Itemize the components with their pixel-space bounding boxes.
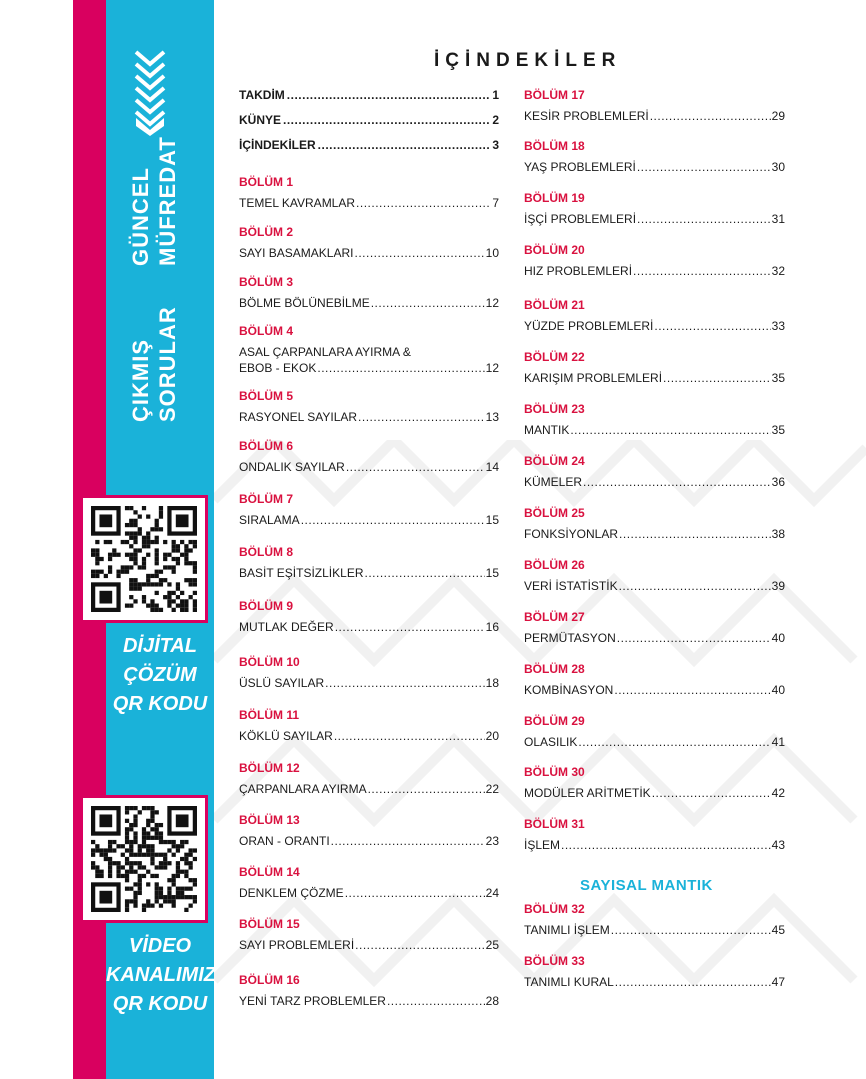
chapter-topic: HIZ PROBLEMLERİ <box>524 264 633 278</box>
qr1-caption <box>106 632 214 719</box>
chapter-number: BÖLÜM 19 <box>524 191 585 205</box>
chapter-topic: ÜSLÜ SAYILAR <box>239 676 325 690</box>
leader-dots <box>637 160 771 174</box>
toc-entry[interactable] <box>239 113 499 127</box>
toc-page: 1 <box>492 88 499 102</box>
chapter-number: BÖLÜM 28 <box>524 662 585 676</box>
chapter-row <box>239 938 499 952</box>
leader-dots <box>368 782 485 796</box>
chapter-topic: YENİ TARZ PROBLEMLER <box>239 994 386 1008</box>
chapter-page: 22 <box>485 782 499 796</box>
chapter-topic: KESİR PROBLEMLERİ <box>524 109 649 123</box>
chapter-number: BÖLÜM 20 <box>524 243 585 257</box>
chapter-page: 45 <box>771 923 785 937</box>
qr2-caption-line: QR KODU <box>112 993 208 1015</box>
chapter-row <box>239 729 499 743</box>
chapter-page: 35 <box>771 371 785 385</box>
toc-chapter-entry[interactable] <box>524 402 785 437</box>
chapter-page: 39 <box>771 579 785 593</box>
chapter-row <box>524 319 785 333</box>
chapter-row <box>239 460 499 474</box>
qr2-caption <box>106 932 214 1019</box>
chapter-topic: RASYONEL SAYILAR <box>239 410 358 424</box>
chapter-topic: OLASILIK <box>524 735 578 749</box>
chapter-number: BÖLÜM 10 <box>239 655 300 669</box>
chapter-number: BÖLÜM 31 <box>524 817 585 831</box>
chapter-topic: TEMEL KAVRAMLAR <box>239 196 356 210</box>
chapter-topic: KARIŞIM PROBLEMLERİ <box>524 371 663 385</box>
chapter-number: BÖLÜM 7 <box>239 492 293 506</box>
chapter-page: 12 <box>485 361 499 375</box>
chapter-page: 30 <box>771 160 785 174</box>
qr2-caption-line: VİDEO <box>128 935 192 957</box>
chapter-number: BÖLÜM 2 <box>239 225 293 239</box>
toc-label: KÜNYE <box>239 113 282 127</box>
toc-chapter-entry[interactable] <box>239 865 499 900</box>
chapter-page: 18 <box>485 676 499 690</box>
section-title: SAYISAL MANTIK <box>580 877 713 894</box>
toc-chapter-entry[interactable] <box>239 708 499 743</box>
chapter-number: BÖLÜM 27 <box>524 610 585 624</box>
chapter-row <box>239 834 499 848</box>
chapter-number: BÖLÜM 12 <box>239 761 300 775</box>
leader-dots <box>335 620 485 634</box>
chapter-page: 15 <box>485 513 499 527</box>
chapter-row <box>524 579 785 593</box>
leader-dots <box>345 886 485 900</box>
qr1-caption-line: QR KODU <box>112 693 208 715</box>
toc-label: TAKDİM <box>239 88 285 102</box>
chapter-number: BÖLÜM 14 <box>239 865 300 879</box>
leader-dots <box>334 729 485 743</box>
chapter-number: BÖLÜM 18 <box>524 139 585 153</box>
chapter-page: 12 <box>485 296 499 310</box>
qr1-caption-line: ÇÖZÜM <box>123 664 197 686</box>
toc-chapter-entry[interactable] <box>524 558 785 593</box>
chapter-number: BÖLÜM 4 <box>239 324 293 338</box>
toc-page: 2 <box>492 113 499 127</box>
chapter-number: BÖLÜM 30 <box>524 765 585 779</box>
leader-dots <box>346 460 485 474</box>
leader-dots <box>611 923 771 937</box>
chapter-topic: KÖKLÜ SAYILAR <box>239 729 333 743</box>
chapter-row <box>524 527 785 541</box>
chapter-row <box>239 676 499 690</box>
toc-chapter-entry[interactable] <box>239 761 499 796</box>
chapter-page: 15 <box>485 566 499 580</box>
toc-chapter-entry[interactable] <box>524 191 785 226</box>
chapter-page: 47 <box>771 975 785 989</box>
chapter-topic: TANIMLI KURAL <box>524 975 614 989</box>
toc-chapter-entry[interactable] <box>524 139 785 174</box>
toc-chapter-entry[interactable] <box>524 298 785 333</box>
leader-dots <box>358 410 485 424</box>
sidebar-text-cikmis: ÇIKMIŞ <box>128 339 153 422</box>
chapter-page: 14 <box>485 460 499 474</box>
chapter-topic: ONDALIK SAYILAR <box>239 460 345 474</box>
chapter-row <box>239 782 499 796</box>
chapter-row <box>524 631 785 645</box>
chapter-row <box>239 620 499 634</box>
chapter-topic: DENKLEM ÇÖZME <box>239 886 344 900</box>
chapter-number: BÖLÜM 25 <box>524 506 585 520</box>
chapter-number: BÖLÜM 21 <box>524 298 585 312</box>
chapter-topic: KOMBİNASYON <box>524 683 614 697</box>
chapter-page: 40 <box>771 683 785 697</box>
toc-chapter-entry[interactable] <box>239 439 499 474</box>
chapter-number: BÖLÜM 26 <box>524 558 585 572</box>
leader-dots <box>614 683 770 697</box>
chapter-page: 41 <box>771 735 785 749</box>
chapter-page: 24 <box>485 886 499 900</box>
sidebar-text-sorular: SORULAR <box>155 306 180 422</box>
chapter-page: 23 <box>485 834 499 848</box>
chapter-topic: TANIMLI İŞLEM <box>524 923 610 937</box>
chapter-number: BÖLÜM 32 <box>524 902 585 916</box>
toc-chapter-entry[interactable] <box>524 954 785 989</box>
sidebar-text-mufredat: MÜFREDAT <box>155 136 180 266</box>
chapter-row <box>239 296 499 310</box>
chapter-row <box>524 838 785 852</box>
chapter-page: 43 <box>771 838 785 852</box>
toc-chapter-entry[interactable] <box>524 350 785 385</box>
leader-dots <box>371 296 485 310</box>
qr-code-icon <box>91 506 197 612</box>
leader-dots <box>317 361 484 375</box>
toc-chapter-entry[interactable] <box>239 175 499 210</box>
chapter-number: BÖLÜM 6 <box>239 439 293 453</box>
chapter-number: BÖLÜM 22 <box>524 350 585 364</box>
toc-chapter-entry[interactable] <box>239 275 499 310</box>
toc-entry[interactable] <box>239 138 499 152</box>
toc-chapter-entry[interactable] <box>239 492 499 527</box>
chapter-row <box>524 975 785 989</box>
toc-page: 3 <box>492 138 499 152</box>
leader-dots <box>356 196 491 210</box>
leader-dots <box>387 994 485 1008</box>
leader-dots <box>663 371 771 385</box>
chapter-row <box>524 423 785 437</box>
chapter-number: BÖLÜM 9 <box>239 599 293 613</box>
qr1-caption-line: DİJİTAL <box>122 635 198 657</box>
toc-chapter-entry[interactable] <box>239 599 499 634</box>
chapter-number: BÖLÜM 8 <box>239 545 293 559</box>
leader-dots <box>287 88 491 102</box>
chapter-topic: SAYI PROBLEMLERİ <box>239 938 355 952</box>
chapter-row <box>524 371 785 385</box>
chapter-row <box>524 160 785 174</box>
toc-chapter-entry[interactable] <box>524 714 785 749</box>
chapter-topic: KÜMELER <box>524 475 583 489</box>
leader-dots <box>355 246 485 260</box>
leader-dots <box>615 975 771 989</box>
chapter-row <box>524 264 785 278</box>
chapter-number: BÖLÜM 11 <box>239 708 300 722</box>
chapter-page: 25 <box>485 938 499 952</box>
chapter-row <box>239 566 499 580</box>
chapter-number: BÖLÜM 16 <box>239 973 300 987</box>
toc-chapter-entry[interactable] <box>524 902 785 937</box>
leader-dots <box>355 938 484 952</box>
leader-dots <box>318 138 491 152</box>
leader-dots <box>583 475 771 489</box>
chapter-topic: SAYI BASAMAKLARI <box>239 246 354 260</box>
leader-dots <box>654 319 770 333</box>
chapter-number: BÖLÜM 23 <box>524 402 585 416</box>
chapter-row <box>524 735 785 749</box>
leader-dots <box>650 109 771 123</box>
chapter-row <box>239 246 499 260</box>
chapter-page: 38 <box>771 527 785 541</box>
chapter-topic: ÇARPANLARA AYIRMA <box>239 782 367 796</box>
toc-label: İÇİNDEKİLER <box>239 138 316 152</box>
chapter-number: BÖLÜM 15 <box>239 917 300 931</box>
leader-dots <box>578 735 770 749</box>
chapter-row <box>524 923 785 937</box>
chapter-row <box>239 886 499 900</box>
chapter-row <box>239 994 499 1008</box>
leader-dots <box>652 786 771 800</box>
chapter-page: 32 <box>771 264 785 278</box>
leader-dots <box>325 676 484 690</box>
toc-chapter-entry[interactable] <box>524 817 785 852</box>
chapter-page: 20 <box>485 729 499 743</box>
chapter-page: 42 <box>771 786 785 800</box>
chapter-topic: MUTLAK DEĞER <box>239 620 334 634</box>
chapter-number: BÖLÜM 17 <box>524 88 585 102</box>
chapter-row <box>524 109 785 123</box>
page-title: İÇİNDEKİLER <box>434 50 622 71</box>
chapter-topic: EBOB - EKOK <box>239 361 317 375</box>
chapter-topic: BASİT EŞİTSİZLİKLER <box>239 566 364 580</box>
chapter-number: BÖLÜM 5 <box>239 389 293 403</box>
chapter-row <box>239 513 499 527</box>
chapter-page: 35 <box>771 423 785 437</box>
chapter-row <box>239 196 499 210</box>
leader-dots <box>619 579 771 593</box>
chapter-topic: MANTIK <box>524 423 570 437</box>
chapter-topic: BÖLME BÖLÜNEBİLME <box>239 296 370 310</box>
chapter-topic: YAŞ PROBLEMLERİ <box>524 160 636 174</box>
toc-chapter-entry[interactable] <box>524 243 785 278</box>
toc-chapter-entry[interactable] <box>239 655 499 690</box>
toc-entry[interactable] <box>239 88 499 102</box>
chapter-page: 29 <box>771 109 785 123</box>
chapter-page: 7 <box>492 196 499 210</box>
qr-code-icon <box>91 806 197 912</box>
chapter-topic: VERİ İSTATİSTİK <box>524 579 618 593</box>
toc-chapter-entry[interactable] <box>524 88 785 123</box>
leader-dots <box>301 513 485 527</box>
leader-dots <box>331 834 485 848</box>
toc-chapter-entry[interactable] <box>524 454 785 489</box>
chapter-number: BÖLÜM 3 <box>239 275 293 289</box>
qr-code-video-channel[interactable] <box>80 795 208 923</box>
chapter-number: BÖLÜM 29 <box>524 714 585 728</box>
chapter-page: 40 <box>771 631 785 645</box>
toc-chapter-entry[interactable] <box>524 662 785 697</box>
chapter-topic: YÜZDE PROBLEMLERİ <box>524 319 654 333</box>
chapter-number: BÖLÜM 1 <box>239 175 293 189</box>
toc-chapter-entry[interactable] <box>239 545 499 580</box>
chapter-row <box>524 683 785 697</box>
qr2-caption-line: KANALIMIZ <box>106 964 216 986</box>
chapter-row <box>524 475 785 489</box>
chapter-topic: ORAN - ORANTI <box>239 834 330 848</box>
leader-dots <box>617 631 771 645</box>
chapter-page: 31 <box>771 212 785 226</box>
chapter-topic: FONKSİYONLAR <box>524 527 619 541</box>
leader-dots <box>570 423 770 437</box>
toc-chapter-entry[interactable] <box>524 765 785 800</box>
chapter-topic-line: ASAL ÇARPANLARA AYIRMA & <box>239 345 411 359</box>
leader-dots <box>365 566 485 580</box>
chapter-page: 13 <box>485 410 499 424</box>
chapter-row <box>239 410 499 424</box>
sidebar-text-guncel: GÜNCEL <box>128 167 153 266</box>
toc-chapter-entry[interactable] <box>239 225 499 260</box>
chapter-page: 36 <box>771 475 785 489</box>
chapter-page: 28 <box>485 994 499 1008</box>
chapter-row <box>239 361 499 375</box>
chapter-topic: İŞÇİ PROBLEMLERİ <box>524 212 637 226</box>
chapter-topic: PERMÜTASYON <box>524 631 616 645</box>
toc-chapter-entry[interactable] <box>239 813 499 848</box>
toc-chapter-entry[interactable] <box>239 324 499 375</box>
toc-chapter-entry[interactable] <box>239 973 499 1008</box>
chapter-number: BÖLÜM 33 <box>524 954 585 968</box>
qr-code-digital-solution[interactable] <box>80 495 208 623</box>
chapter-topic: MODÜLER ARİTMETİK <box>524 786 651 800</box>
chapter-topic: SIRALAMA <box>239 513 300 527</box>
toc-chapter-entry[interactable] <box>239 917 499 952</box>
toc-chapter-entry[interactable] <box>239 389 499 424</box>
toc-chapter-entry[interactable] <box>524 506 785 541</box>
chapter-page: 16 <box>485 620 499 634</box>
chapter-page: 10 <box>485 246 499 260</box>
chapter-topic: İŞLEM <box>524 838 561 852</box>
chevron-down-icon <box>133 46 167 136</box>
chapter-page: 33 <box>771 319 785 333</box>
leader-dots <box>619 527 771 541</box>
chapter-row <box>524 786 785 800</box>
leader-dots <box>561 838 771 852</box>
chapter-row <box>524 212 785 226</box>
leader-dots <box>637 212 771 226</box>
toc-chapter-entry[interactable] <box>524 610 785 645</box>
leader-dots <box>633 264 771 278</box>
chapter-number: BÖLÜM 24 <box>524 454 585 468</box>
chapter-number: BÖLÜM 13 <box>239 813 300 827</box>
leader-dots <box>283 113 490 127</box>
